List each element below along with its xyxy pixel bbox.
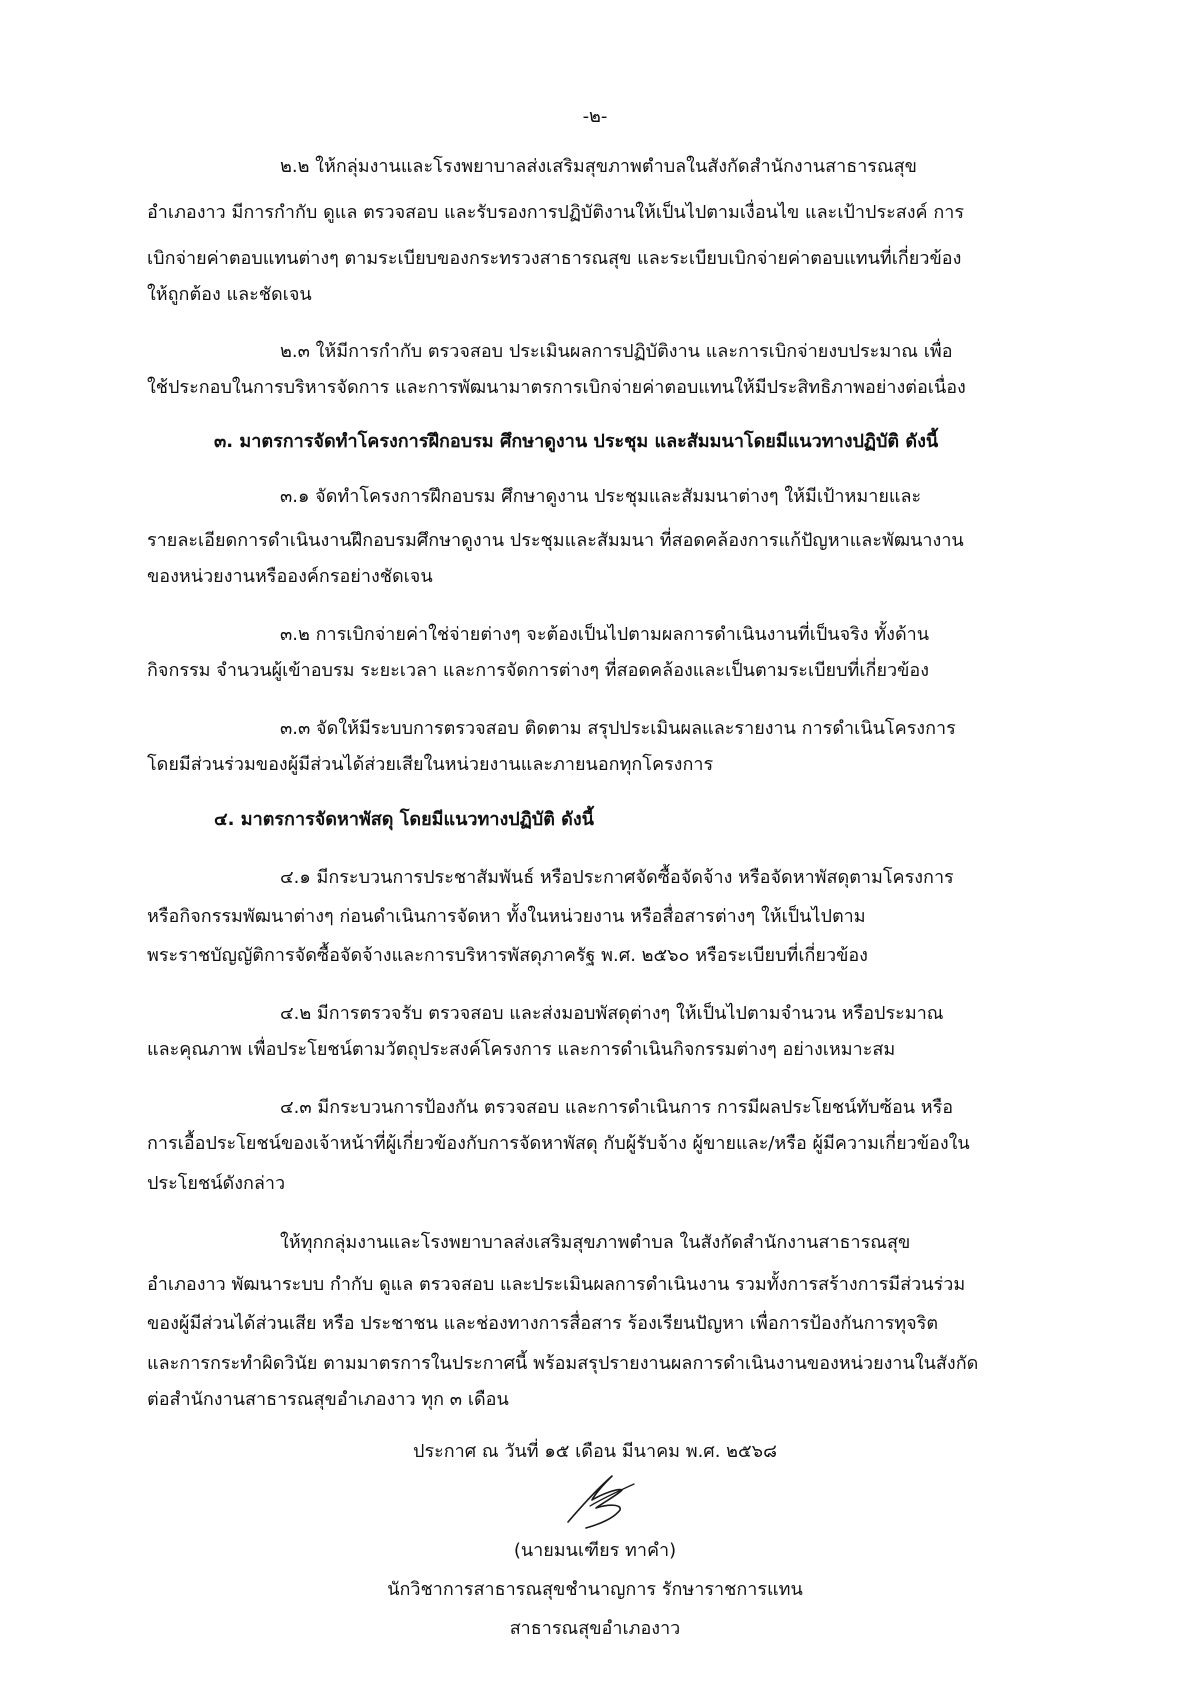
para-3-2-line-2: กิจกรรม จำนวนผู้เข้าอบรม ระยะเวลา และการจัดการต่างๆ ที่สอดคล้องและเป็นตามระเบียบที่เกี่ยวข้อง — [147, 660, 929, 681]
para-2-2-line-1: ๒.๒ ให้กลุ่มงานและโรงพยาบาลส่งเสริมสุขภาพตำบลในสังกัดสำนักงานสาธารณสุข — [280, 156, 917, 177]
closing-line-5: ต่อสำนักงานสาธารณสุขอำเภองาว ทุก ๓ เดือน — [147, 1389, 509, 1410]
para-2-2-line-3: เบิกจ่ายค่าตอบแทนต่างๆ ตามระเบียบของกระทรวงสาธารณสุข และระเบียบเบิกจ่ายค่าตอบแทนที่เกี่ยวข้อง — [147, 248, 962, 269]
closing-line-3: ของผู้มีส่วนได้ส่วนเสีย หรือ ประชาชน และช่องทางการสื่อสาร ร้องเรียนปัญหา เพื่อการป้องกันการทุจริต — [147, 1313, 939, 1334]
section-4-heading: ๔. มาตรการจัดหาพัสดุ โดยมีแนวทางปฏิบัติ ดังนี้ — [214, 809, 594, 830]
para-2-2-line-4: ให้ถูกต้อง และชัดเจน — [147, 284, 312, 305]
para-4-1-line-2: หรือกิจกรรมพัฒนาต่างๆ ก่อนดำเนินการจัดหา ทั้งในหน่วยงาน หรือสื่อสารต่างๆ ให้เป็นไปตาม — [147, 906, 866, 927]
signature-icon — [560, 1470, 640, 1532]
para-4-3-line-2: การเอื้อประโยชน์ของเจ้าหน้าที่ผู้เกี่ยวข้องกับการจัดหาพัสดุ กับผู้รับจ้าง ผู้ขายและ/หรือ ผู้มีความเกี่ยวข้องใน — [147, 1133, 970, 1154]
closing-line-4: และการกระทำผิดวินัย ตามมาตรการในประกาศนี้ พร้อมสรุปรายงานผลการดำเนินงานของหน่วยงานในสังกัด — [147, 1353, 979, 1374]
para-3-1-line-3: ของหน่วยงานหรือองค์กรอย่างชัดเจน — [147, 566, 433, 587]
announcement-date: ประกาศ ณ วันที่ ๑๕ เดือน มีนาคม พ.ศ. ๒๕๖๘ — [413, 1441, 777, 1462]
para-3-1-line-1: ๓.๑ จัดทำโครงการฝึกอบรม ศึกษาดูงาน ประชุมและสัมมนาต่างๆ ให้มีเป้าหมายและ — [280, 486, 922, 507]
para-4-1-line-1: ๔.๑ มีกระบวนการประชาสัมพันธ์ หรือประกาศจัดซื้อจัดจ้าง หรือจัดหาพัสดุตามโครงการ — [280, 867, 954, 888]
closing-line-2: อำเภองาว พัฒนาระบบ กำกับ ดูแล ตรวจสอบ และประเมินผลการดำเนินงาน รวมทั้งการสร้างการมีส่วนร่วม — [147, 1274, 966, 1295]
section-3-heading: ๓. มาตรการจัดทำโครงการฝึกอบรม ศึกษาดูงาน ประชุม และสัมมนาโดยมีแนวทางปฏิบัติ ดังนี้ — [214, 431, 939, 452]
para-4-3-line-3: ประโยชน์ดังกล่าว — [147, 1173, 286, 1194]
para-4-2-line-1: ๔.๒ มีการตรวจรับ ตรวจสอบ และส่งมอบพัสดุต่างๆ ให้เป็นไปตามจำนวน หรือประมาณ — [280, 1003, 944, 1024]
signer-name: (นายมนเฑียร ทาคำ) — [513, 1540, 677, 1561]
para-3-3-line-2: โดยมีส่วนร่วมของผู้มีส่วนได้ส่วยเสียในหน่วยงานและภายนอกทุกโครงการ — [147, 754, 714, 775]
para-3-2-line-1: ๓.๒ การเบิกจ่ายค่าใช่จ่ายต่างๆ จะต้องเป็นไปตามผลการดำเนินงานที่เป็นจริง ทั้งด้าน — [280, 624, 930, 645]
para-4-1-line-3: พระราชบัญญัติการจัดซื้อจัดจ้างและการบริหารพัสดุภาครัฐ พ.ศ. ๒๕๖๐ หรือระเบียบที่เกี่ยวข้อง — [147, 945, 868, 966]
closing-line-1: ให้ทุกกลุ่มงานและโรงพยาบาลส่งเสริมสุขภาพตำบล ในสังกัดสำนักงานสาธารณสุข — [280, 1232, 911, 1253]
para-4-3-line-1: ๔.๓ มีกระบวนการป้องกัน ตรวจสอบ และการดำเนินการ การมีผลประโยชน์ทับซ้อน หรือ — [280, 1097, 954, 1118]
para-3-3-line-1: ๓.๓ จัดให้มีระบบการตรวจสอบ ติดตาม สรุปประเมินผลและรายงาน การดำเนินโครงการ — [280, 718, 956, 739]
para-4-2-line-2: และคุณภาพ เพื่อประโยชน์ตามวัตถุประสงค์โครงการ และการดำเนินกิจกรรมต่างๆ อย่างเหมาะสม — [147, 1039, 896, 1060]
para-2-3-line-2: ใช้ประกอบในการบริหารจัดการ และการพัฒนามาตรการเบิกจ่ายค่าตอบแทนให้มีประสิทธิภาพอย่างต่อเนื่อง — [147, 377, 966, 398]
page-number: -๒- — [582, 106, 608, 127]
signer-office: สาธารณสุขอำเภองาว — [509, 1618, 681, 1639]
signer-position: นักวิชาการสาธารณสุขชำนาญการ รักษาราชการแทน — [387, 1579, 803, 1600]
para-2-2-line-2: อำเภองาว มีการกำกับ ดูแล ตรวจสอบ และรับรองการปฏิบัติงานให้เป็นไปตามเงื่อนไข และเป้าประสงค์ การ — [147, 202, 964, 223]
para-3-1-line-2: รายละเอียดการดำเนินงานฝึกอบรมศึกษาดูงาน ประชุมและสัมมนา ที่สอดคล้องการแก้ปัญหาและพัฒนางาน — [147, 530, 964, 551]
para-2-3-line-1: ๒.๓ ให้มีการกำกับ ตรวจสอบ ประเมินผลการปฏิบัติงาน และการเบิกจ่ายงบประมาณ เพื่อ — [280, 341, 953, 362]
